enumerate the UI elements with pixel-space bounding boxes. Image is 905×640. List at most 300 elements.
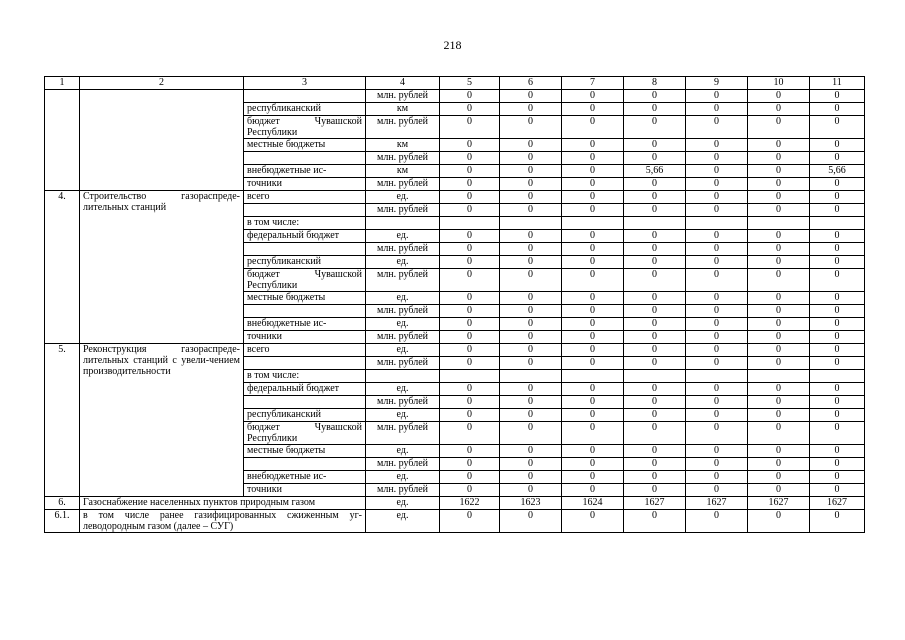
value-cell: 0 [748,230,810,243]
value-cell: 0 [686,256,748,269]
value-cell: 0 [810,331,865,344]
funding-source-cell: республиканский [244,103,366,116]
value-cell: 0 [562,305,624,318]
value-cell: 0 [686,139,748,152]
value-cell: 0 [500,383,562,396]
header-cell: 7 [562,77,624,90]
value-cell: 0 [440,357,500,370]
value-cell: 0 [562,510,624,533]
value-cell: 0 [624,331,686,344]
value-cell: 0 [624,103,686,116]
value-cell: 0 [440,383,500,396]
unit-cell: км [366,165,440,178]
unit-cell [366,370,440,383]
value-cell: 0 [810,344,865,357]
header-cell: 5 [440,77,500,90]
unit-cell: ед. [366,383,440,396]
value-cell: 0 [624,90,686,103]
unit-cell: ед. [366,344,440,357]
value-cell: 0 [562,471,624,484]
value-cell: 0 [440,331,500,344]
unit-cell: млн. рублей [366,331,440,344]
value-cell: 0 [624,116,686,139]
value-cell: 0 [500,409,562,422]
item-name-cell: Реконструкция газораспреде-лительных станций с увели-чением производительности [80,344,244,497]
funding-source-cell [244,204,366,217]
value-cell: 0 [748,409,810,422]
value-cell: 0 [562,383,624,396]
funding-source-cell [244,90,366,103]
value-cell: 0 [686,178,748,191]
value-cell: 0 [562,152,624,165]
value-cell: 0 [810,510,865,533]
value-cell: 0 [562,331,624,344]
funding-source-cell: точники [244,484,366,497]
value-cell: 0 [562,318,624,331]
value-cell: 0 [748,396,810,409]
value-cell [440,217,500,230]
value-cell: 0 [686,204,748,217]
value-cell: 0 [440,445,500,458]
value-cell: 0 [500,139,562,152]
value-cell: 0 [500,305,562,318]
value-cell: 0 [624,357,686,370]
header-row [45,77,865,90]
value-cell: 0 [686,116,748,139]
value-cell: 0 [686,409,748,422]
value-cell: 0 [562,116,624,139]
value-cell: 0 [562,292,624,305]
value-cell: 0 [810,484,865,497]
value-cell: 0 [624,458,686,471]
value-cell: 0 [440,458,500,471]
value-cell: 0 [810,471,865,484]
value-cell: 0 [686,243,748,256]
value-cell: 0 [810,152,865,165]
value-cell: 0 [562,178,624,191]
value-cell: 0 [810,445,865,458]
value-cell: 0 [686,357,748,370]
value-cell: 0 [624,344,686,357]
value-cell: 0 [686,422,748,445]
value-cell: 0 [624,191,686,204]
value-cell [624,217,686,230]
value-cell: 0 [810,204,865,217]
unit-cell: ед. [366,256,440,269]
value-cell [810,217,865,230]
value-cell: 0 [686,292,748,305]
value-cell [562,370,624,383]
value-cell: 0 [562,422,624,445]
value-cell: 0 [686,396,748,409]
value-cell: 0 [440,269,500,292]
value-cell: 0 [748,471,810,484]
value-cell: 0 [440,178,500,191]
value-cell: 0 [810,409,865,422]
value-cell: 0 [810,269,865,292]
value-cell: 0 [686,318,748,331]
funding-source-cell: федеральный бюджет [244,383,366,396]
value-cell: 0 [562,269,624,292]
value-cell: 0 [810,243,865,256]
funding-source-cell: точники [244,331,366,344]
header-cell: 8 [624,77,686,90]
funding-source-cell: в том числе: [244,217,366,230]
value-cell: 0 [686,445,748,458]
value-cell: 0 [440,103,500,116]
unit-cell: ед. [366,191,440,204]
value-cell: 0 [624,243,686,256]
value-cell: 0 [748,139,810,152]
value-cell: 0 [500,484,562,497]
value-cell [624,370,686,383]
value-cell: 0 [810,103,865,116]
value-cell: 0 [624,204,686,217]
value-cell: 0 [562,243,624,256]
value-cell: 0 [500,510,562,533]
value-cell: 0 [748,357,810,370]
value-cell: 0 [748,116,810,139]
value-cell: 0 [440,292,500,305]
value-cell: 0 [562,139,624,152]
value-cell: 0 [562,191,624,204]
unit-cell: ед. [366,318,440,331]
value-cell [748,217,810,230]
value-cell: 0 [748,178,810,191]
value-cell: 0 [748,103,810,116]
value-cell: 0 [624,305,686,318]
unit-cell: км [366,103,440,116]
value-cell: 0 [810,318,865,331]
funding-source-cell: бюджет Чувашской Республики [244,116,366,139]
funding-source-cell: внебюджетные ис- [244,165,366,178]
value-cell [500,370,562,383]
header-cell: 9 [686,77,748,90]
value-cell: 0 [624,269,686,292]
value-cell: 0 [562,90,624,103]
row-number-cell: 5. [45,344,80,497]
value-cell: 0 [810,230,865,243]
value-cell: 0 [748,445,810,458]
value-cell: 0 [624,445,686,458]
value-cell [686,217,748,230]
value-cell: 0 [810,178,865,191]
value-cell: 0 [500,103,562,116]
unit-cell: ед. [366,230,440,243]
value-cell: 0 [440,152,500,165]
value-cell: 0 [440,422,500,445]
value-cell: 0 [810,139,865,152]
value-cell: 0 [500,292,562,305]
value-cell: 0 [810,191,865,204]
unit-cell: ед. [366,409,440,422]
value-cell: 0 [748,90,810,103]
value-cell: 0 [440,165,500,178]
value-cell [440,370,500,383]
value-cell: 0 [500,445,562,458]
value-cell: 0 [810,116,865,139]
value-cell: 0 [562,445,624,458]
unit-cell: ед. [366,471,440,484]
header-cell: 3 [244,77,366,90]
row-number-cell: 6.1. [45,510,80,533]
value-cell: 0 [440,191,500,204]
value-cell: 1623 [500,497,562,510]
table-row [45,191,865,204]
value-cell: 0 [686,152,748,165]
unit-cell: млн. рублей [366,357,440,370]
value-cell: 0 [686,510,748,533]
value-cell: 0 [624,422,686,445]
value-cell: 0 [500,344,562,357]
value-cell: 0 [748,269,810,292]
item-name-cell [80,90,244,191]
value-cell: 0 [500,471,562,484]
value-cell: 0 [500,269,562,292]
value-cell: 1624 [562,497,624,510]
unit-cell: км [366,139,440,152]
row-number-cell [45,90,80,191]
funding-source-cell [244,152,366,165]
funding-source-cell: республиканский [244,409,366,422]
value-cell: 0 [748,331,810,344]
funding-source-cell: внебюджетные ис- [244,471,366,484]
row-number-cell: 6. [45,497,80,510]
value-cell: 0 [562,230,624,243]
value-cell: 0 [810,357,865,370]
header-cell: 1 [45,77,80,90]
value-cell: 0 [440,344,500,357]
header-cell: 10 [748,77,810,90]
value-cell: 0 [624,318,686,331]
unit-cell: млн. рублей [366,152,440,165]
funding-source-cell: в том числе: [244,370,366,383]
value-cell [686,370,748,383]
value-cell: 0 [686,90,748,103]
value-cell: 0 [748,191,810,204]
funding-source-cell: бюджет Чувашской Республики [244,269,366,292]
value-cell: 1627 [624,497,686,510]
value-cell: 0 [562,204,624,217]
value-cell: 0 [624,383,686,396]
funding-source-cell [244,243,366,256]
value-cell: 0 [500,152,562,165]
funding-source-cell [244,458,366,471]
funding-source-cell: местные бюджеты [244,292,366,305]
value-cell: 5,66 [624,165,686,178]
value-cell: 0 [748,243,810,256]
value-cell: 0 [440,471,500,484]
value-cell: 0 [562,256,624,269]
value-cell: 0 [748,305,810,318]
value-cell [562,217,624,230]
value-cell: 0 [440,116,500,139]
value-cell: 0 [810,292,865,305]
value-cell: 0 [810,458,865,471]
funding-source-cell: всего [244,344,366,357]
value-cell [810,370,865,383]
value-cell: 1627 [686,497,748,510]
value-cell: 0 [500,357,562,370]
value-cell: 0 [562,484,624,497]
header-cell: 4 [366,77,440,90]
value-cell: 0 [624,510,686,533]
page-number: 218 [443,38,462,52]
value-cell: 0 [686,331,748,344]
value-cell: 0 [810,256,865,269]
value-cell: 0 [748,458,810,471]
value-cell: 0 [500,178,562,191]
value-cell: 0 [748,152,810,165]
value-cell: 0 [624,292,686,305]
funding-source-cell: внебюджетные ис- [244,318,366,331]
funding-source-cell [244,396,366,409]
value-cell: 0 [624,152,686,165]
value-cell: 0 [686,344,748,357]
value-cell: 0 [500,243,562,256]
funding-source-cell [244,305,366,318]
value-cell: 0 [562,396,624,409]
value-cell: 0 [440,396,500,409]
value-cell: 0 [562,458,624,471]
value-cell: 0 [440,510,500,533]
value-cell: 0 [562,344,624,357]
table-row [45,344,865,357]
unit-cell: млн. рублей [366,90,440,103]
unit-cell: млн. рублей [366,458,440,471]
unit-cell: ед. [366,510,440,533]
funding-source-cell: всего [244,191,366,204]
value-cell: 1627 [748,497,810,510]
value-cell: 0 [686,305,748,318]
value-cell: 0 [686,165,748,178]
value-cell: 0 [440,409,500,422]
value-cell: 0 [686,269,748,292]
value-cell: 0 [748,344,810,357]
value-cell [500,217,562,230]
table-row [45,90,865,103]
value-cell: 0 [686,458,748,471]
value-cell: 0 [686,191,748,204]
unit-cell: млн. рублей [366,269,440,292]
table-row [45,510,865,533]
value-cell: 0 [500,90,562,103]
value-cell: 0 [500,256,562,269]
value-cell: 0 [562,165,624,178]
value-cell: 0 [500,458,562,471]
unit-cell: ед. [366,445,440,458]
funding-source-cell: федеральный бюджет [244,230,366,243]
value-cell: 0 [810,305,865,318]
value-cell: 0 [624,139,686,152]
value-cell: 0 [562,409,624,422]
value-cell: 0 [440,90,500,103]
value-cell: 0 [500,230,562,243]
value-cell: 0 [686,230,748,243]
funding-source-cell: точники [244,178,366,191]
item-name-cell: в том числе ранее газифицированных сжиженным уг-леводородным газом (далее – СУГ) [80,510,366,533]
value-cell: 0 [810,396,865,409]
value-cell: 0 [562,103,624,116]
value-cell: 0 [440,204,500,217]
value-cell: 0 [440,230,500,243]
value-cell: 0 [500,396,562,409]
header-cell: 6 [500,77,562,90]
value-cell: 0 [686,103,748,116]
value-cell: 0 [500,116,562,139]
item-name-cell: Строительство газораспреде-лительных станций [80,191,244,344]
value-cell: 0 [500,204,562,217]
value-cell: 0 [562,357,624,370]
unit-cell: млн. рублей [366,204,440,217]
header-cell: 2 [80,77,244,90]
value-cell: 0 [624,484,686,497]
value-cell: 0 [748,256,810,269]
value-cell: 5,66 [810,165,865,178]
funding-source-cell: местные бюджеты [244,445,366,458]
unit-cell: млн. рублей [366,484,440,497]
value-cell: 0 [440,305,500,318]
value-cell: 0 [624,409,686,422]
value-cell: 0 [624,178,686,191]
unit-cell: млн. рублей [366,305,440,318]
funding-source-cell: местные бюджеты [244,139,366,152]
unit-cell: млн. рублей [366,116,440,139]
value-cell: 0 [748,165,810,178]
unit-cell: млн. рублей [366,396,440,409]
value-cell: 0 [748,292,810,305]
value-cell: 0 [748,484,810,497]
unit-cell [366,217,440,230]
data-table [44,76,865,533]
value-cell: 0 [440,318,500,331]
value-cell [748,370,810,383]
funding-source-cell: республиканский [244,256,366,269]
value-cell: 0 [500,422,562,445]
funding-source-cell [244,357,366,370]
value-cell: 0 [624,471,686,484]
value-cell: 1622 [440,497,500,510]
value-cell: 0 [624,396,686,409]
value-cell: 0 [748,204,810,217]
value-cell: 0 [810,383,865,396]
unit-cell: ед. [366,292,440,305]
value-cell: 1627 [810,497,865,510]
value-cell: 0 [500,191,562,204]
value-cell: 0 [440,139,500,152]
unit-cell: млн. рублей [366,178,440,191]
value-cell: 0 [624,230,686,243]
value-cell: 0 [686,383,748,396]
value-cell: 0 [810,422,865,445]
value-cell: 0 [500,331,562,344]
value-cell: 0 [748,422,810,445]
value-cell: 0 [440,243,500,256]
value-cell: 0 [500,165,562,178]
value-cell: 0 [624,256,686,269]
value-cell: 0 [440,484,500,497]
unit-cell: ед. [366,497,440,510]
unit-cell: млн. рублей [366,243,440,256]
value-cell: 0 [686,484,748,497]
value-cell: 0 [500,318,562,331]
value-cell: 0 [748,318,810,331]
item-name-cell: Газоснабжение населенных пунктов природным газом [80,497,366,510]
header-cell: 11 [810,77,865,90]
value-cell: 0 [748,383,810,396]
value-cell: 0 [686,471,748,484]
table-row [45,497,865,510]
